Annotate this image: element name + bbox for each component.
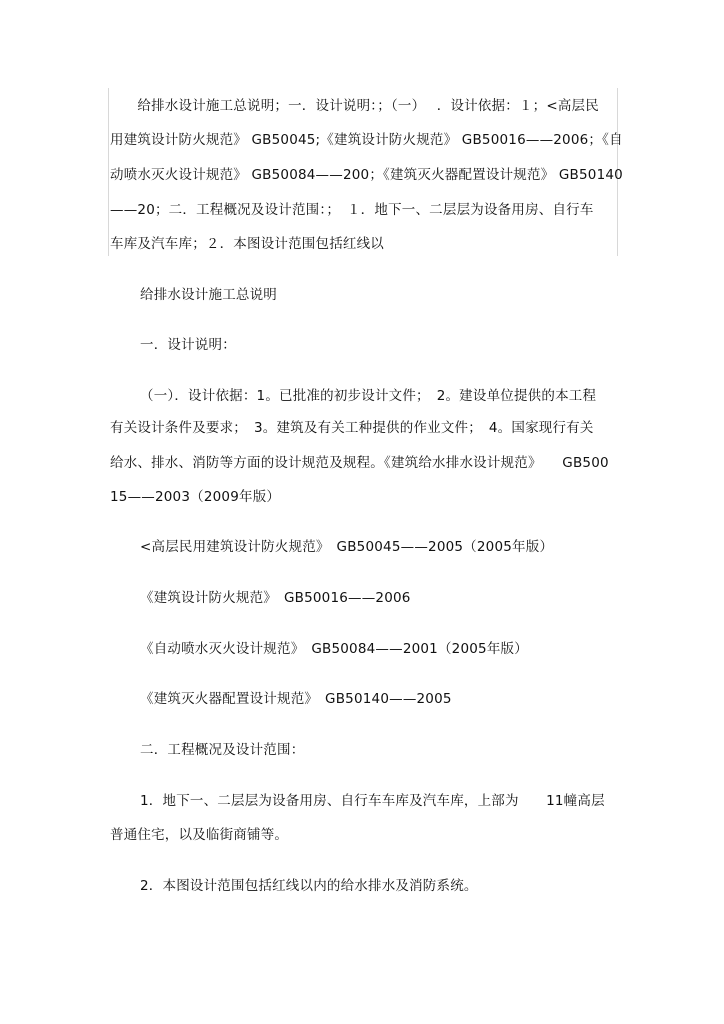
item-1-line-1: 1．地下一、二层层为设备用房、自行车车库及汽车库，上部为 11幢高层 xyxy=(140,793,605,809)
basis-line-4: 15——2003（2009年版） xyxy=(110,489,281,505)
section-2-heading: 二．工程概况及设计范围： xyxy=(140,742,305,758)
basis-line-1: （一）．设计依据：1。已批准的初步设计文件； 2。建设单位提供的本工程 xyxy=(140,388,597,404)
item-2: 2．本图设计范围包括红线以内的给水排水及消防系统。 xyxy=(140,878,478,894)
basis-line-2: 有关设计条件及要求； 3。建筑及有关工种提供的作业文件； 4。国家现行有关 xyxy=(110,420,594,436)
summary-line-1: 给排水设计施工总说明；一．设计说明：；（一） ．设计依据：１；<高层民 xyxy=(110,98,599,114)
summary-line-3: 动喷水灭火设计规范》 GB50084——200；《建筑灭火器配置设计规范》 GB50140 xyxy=(110,167,623,183)
standard-1: <高层民用建筑设计防火规范》 GB50045——2005（2005年版） xyxy=(140,539,554,555)
document-title: 给排水设计施工总说明 xyxy=(140,287,277,303)
summary-line-5: 车库及汽车库；２．本图设计范围包括红线以 xyxy=(110,236,384,252)
item-1-line-2: 普通住宅，以及临街商铺等。 xyxy=(110,827,289,843)
standard-4: 《建筑灭火器配置设计规范》 GB50140——2005 xyxy=(140,691,452,707)
summary-line-2: 用建筑设计防火规范》 GB50045;《建筑设计防火规范》 GB50016——2006；《自 xyxy=(110,132,623,148)
basis-line-3: 给水、排水、消防等方面的设计规范及规程。《建筑给水排水设计规范》 GB500 xyxy=(110,455,609,471)
standard-3: 《自动喷水灭火设计规范》 GB50084——2001（2005年版） xyxy=(140,641,528,657)
standard-2: 《建筑设计防火规范》 GB50016——2006 xyxy=(140,590,411,606)
section-1-heading: 一．设计说明： xyxy=(140,337,236,353)
summary-line-4: ——20；二．工程概况及设计范围：； １．地下一、二层层为设备用房、自行车 xyxy=(110,202,594,218)
